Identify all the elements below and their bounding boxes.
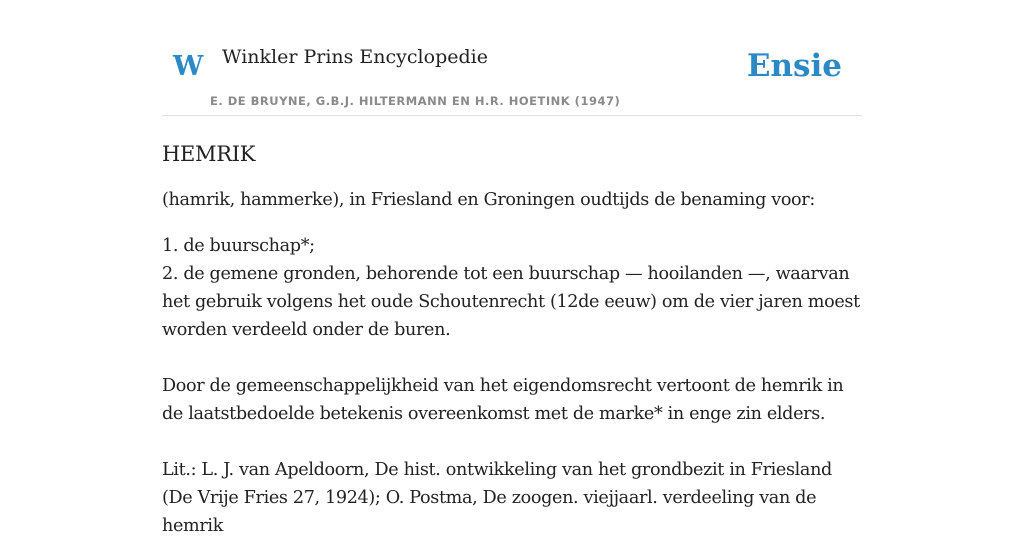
ensie-logo-link[interactable]: Ensie [746, 48, 842, 84]
entry-item-2: 2. de gemene gronden, behorende tot een buurschap — hooilanden —, waarvan het gebruik volgens het oude Schoutenrecht (12de eeuw) om de vier jaren moest worden verdeeld onder de buren. [162, 264, 860, 340]
entry-paragraph: Door de gemeenschappelijkheid van het eigendomsrecht vertoont de hemrik in de laatstbedoelde betekenis overeenkomst met de marke* in enge zin elders. [162, 376, 844, 424]
winkler-prins-logo[interactable]: W [173, 51, 204, 82]
paragraph-spacer [162, 428, 867, 456]
entry-content [162, 138, 867, 540]
site-header [162, 38, 862, 116]
entry-item-1: 1. de buurschap*; [162, 236, 315, 256]
entry-title: HEMRIK [162, 142, 256, 166]
entry-intro: (hamrik, hammerke), in Friesland en Groningen oudtijds de benaming voor: [162, 190, 815, 210]
source-authors: E. DE BRUYNE, G.B.J. HILTERMANN EN H.R. HOETINK (1947) [210, 94, 621, 108]
entry-literature: Lit.: L. J. van Apeldoorn, De hist. ontwikkeling van het grondbezit in Friesland (De Vrije Fries 27, 1924); O. Postma, De zoogen. viejjaarl. verdeeling van de hemrik [162, 460, 832, 536]
paragraph-spacer [162, 344, 867, 372]
source-title[interactable]: Winkler Prins Encyclopedie [222, 46, 488, 68]
